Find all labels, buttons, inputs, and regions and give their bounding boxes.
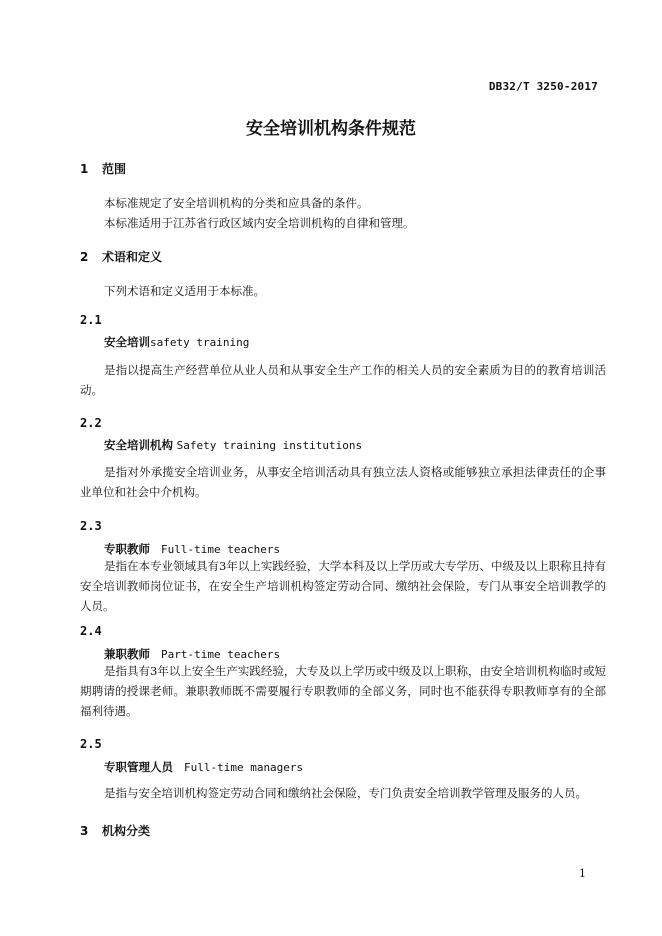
term-definition: 是指具有3年以上安全生产实践经验，大专及以上学历或中级及以上职称，由安全培训机构临时或短期聘请的授课老师。兼职教师既不需要履行专职教师的全部义务，同时也不能获得专职教师享有的全部福利待遇。 (80, 664, 606, 718)
subsection-number: 2.5 (80, 737, 102, 751)
term-en: Full-time managers (183, 761, 304, 774)
term-entry (80, 541, 606, 557)
term-entry (80, 646, 606, 662)
paragraph: 本标准规定了安全培训机构的分类和应具备的条件。 (104, 196, 369, 210)
term-zh: 专职教师 (104, 542, 150, 556)
term-zh: 安全培训 (104, 335, 150, 349)
subsection-number: 2.2 (80, 416, 102, 430)
term-entry (80, 334, 606, 350)
page-number: 1 (579, 867, 586, 880)
term-entry (80, 759, 606, 775)
section-number: 2 (80, 250, 89, 264)
section-title: 机构分类 (102, 824, 151, 838)
section-3 (80, 822, 606, 839)
section-number: 1 (80, 162, 89, 176)
term-zh: 专职管理人员 (104, 760, 173, 774)
term-definition: 是指以提高生产经营单位从业人员和从事安全生产工作的相关人员的安全素质为目的的教育培训活动。 (80, 363, 606, 397)
subsection-number: 2.1 (80, 313, 102, 327)
term-en: safety training (150, 336, 250, 349)
section-heading (80, 822, 606, 839)
term-definition: 是指在本专业领域具有3年以上实践经验，大学本科及以上学历或大专学历、中级及以上职称且持有安全培训教师岗位证书，在安全生产培训机构签定劳动合同、缴纳社会保险，专门从事安全培训教学的人员。 (80, 559, 606, 613)
term-entry (80, 437, 606, 453)
section-1 (80, 160, 606, 177)
term-definition: 是指与安全培训机构签定劳动合同和缴纳社会保险，专门负责安全培训教学管理及服务的人员。 (104, 786, 587, 800)
document-title: 安全培训机构条件规范 (246, 119, 416, 139)
section-title: 范围 (102, 162, 127, 176)
subsection-number: 2.4 (80, 624, 102, 638)
term-en: Safety training institutions (176, 439, 363, 452)
paragraph: 本标准适用于江苏省行政区域内安全培训机构的自律和管理。 (104, 216, 415, 230)
section-number: 3 (80, 824, 89, 838)
term-zh: 安全培训机构 (104, 438, 173, 452)
term-en: Part-time teachers (160, 648, 281, 661)
term-zh: 兼职教师 (104, 647, 150, 661)
section-heading (80, 160, 606, 177)
section-2 (80, 248, 606, 265)
term-definition: 是指对外承揽安全培训业务，从事安全培训活动具有独立法人资格或能够独立承担法律责任的企事业单位和社会中介机构。 (80, 465, 606, 499)
section-heading (80, 248, 606, 265)
paragraph: 下列术语和定义适用于本标准。 (104, 284, 265, 298)
subsection-number: 2.3 (80, 519, 102, 533)
standard-code: DB32/T 3250-2017 (488, 80, 598, 93)
section-title: 术语和定义 (102, 250, 163, 264)
term-en: Full-time teachers (160, 543, 281, 556)
